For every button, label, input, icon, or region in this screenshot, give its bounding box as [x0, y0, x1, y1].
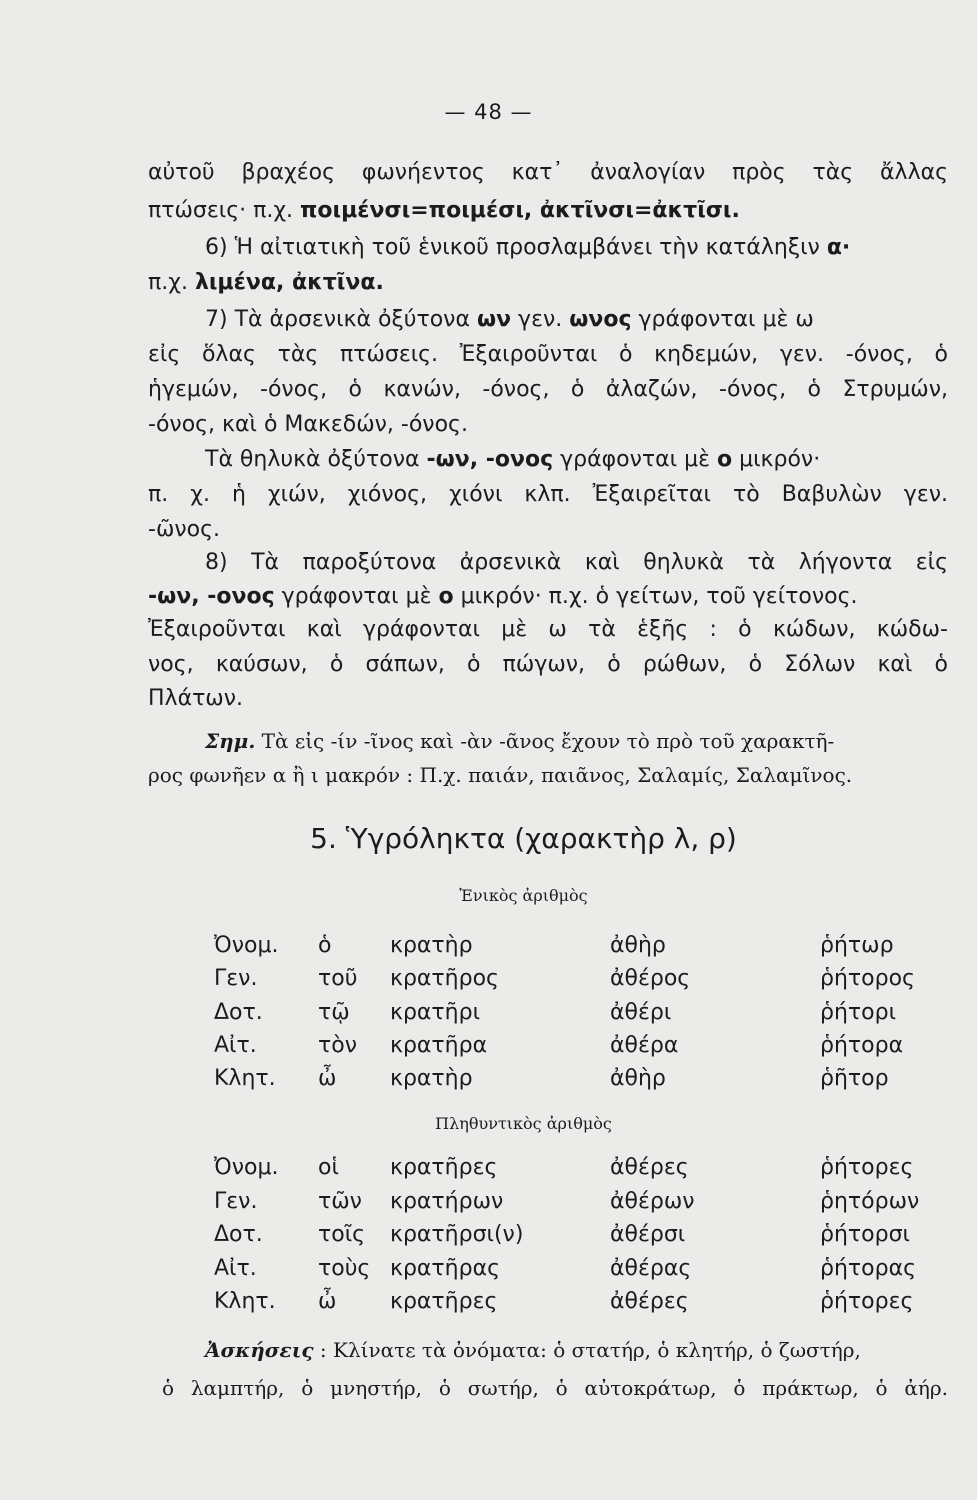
- table-row: [0, 966, 977, 996]
- case-label: Κλητ.: [214, 1289, 276, 1314]
- exercises-label: Ἀσκήσεις: [205, 1338, 314, 1362]
- case-label: Γεν.: [214, 1189, 258, 1214]
- text-span: μικρόν·: [732, 447, 821, 472]
- ending-bold: -ων, -ονος: [426, 447, 554, 472]
- singular-label: Ἑνικὸς ἀριθμὸς: [459, 886, 588, 905]
- article: τῷ: [318, 1000, 350, 1025]
- plural-label: Πληθυντικὸς ἀριθμὸς: [435, 1114, 612, 1133]
- form-krater: κρατὴρ: [390, 933, 473, 958]
- text-span: Τὰ θηλυκὰ ὀξύτονα: [205, 447, 427, 472]
- ending-bold: ο: [438, 584, 454, 609]
- case-label: Κλητ.: [214, 1066, 276, 1091]
- table-row: [0, 1189, 977, 1219]
- case-label: Δοτ.: [214, 1000, 263, 1025]
- text-line: -ῶνος.: [148, 517, 221, 542]
- text-span: αὐτοῦ βραχέος φωνήεντος κατ᾽ ἀναλογίαν πρὸς τὰς ἄλλας: [148, 160, 948, 185]
- rule-7-line: [205, 305, 948, 335]
- text-span: πτώσεις· π.χ.: [148, 198, 301, 223]
- text-span: γεν.: [511, 307, 570, 332]
- case-label: Ὀνομ.: [214, 933, 279, 958]
- form-rhetor: ῥήτορος: [820, 966, 915, 991]
- form-rhetor: ῥήτορα: [820, 1033, 904, 1058]
- table-row: [0, 1066, 977, 1096]
- form-krater: κρατῆρες: [390, 1155, 498, 1180]
- case-label: Αἰτ.: [214, 1033, 257, 1058]
- text-line: -όνος, καὶ ὁ Μακεδών, -όνος.: [148, 412, 468, 437]
- ending-bold: ωνος: [569, 307, 632, 332]
- example-bold: λιμένα, ἀκτῖνα.: [194, 270, 384, 295]
- form-ather: ἀθέρες: [610, 1289, 689, 1314]
- table-row: [0, 933, 977, 963]
- case-label: Αἰτ.: [214, 1256, 257, 1281]
- text-line: [148, 582, 948, 612]
- form-rhetor: ῥήτορες: [820, 1289, 914, 1314]
- case-label: Δοτ.: [214, 1222, 263, 1247]
- text-span: : Κλίνατε τὰ ὀνόματα: ὁ στατήρ, ὁ κλητήρ, ὁ ζωστήρ,: [313, 1338, 861, 1362]
- ending-bold: ο: [716, 447, 733, 472]
- article: ὦ: [318, 1066, 337, 1091]
- ending-bold: α·: [826, 235, 851, 260]
- form-ather: ἀθέρι: [610, 1000, 672, 1025]
- text-line: ὁ λαμπτήρ, ὁ μνηστήρ, ὁ σωτήρ, ὁ αὐτοκράτωρ, ὁ πράκτωρ, ὁ ἀήρ.: [162, 1376, 948, 1400]
- text-line: εἰς ὅλας τὰς πτώσεις. Ἐξαιροῦνται ὁ κηδεμών, γεν. -όνος, ὁ: [148, 342, 948, 367]
- form-rhetor: ῥήτορι: [820, 1000, 897, 1025]
- text-line: π. χ. ἡ χιών, χιόνος, χιόνι κλπ. Ἐξαιρεῖται τὸ Βαβυλὼν γεν.: [148, 482, 948, 507]
- article: ὁ: [318, 933, 332, 958]
- form-rhetor: ῥῆτορ: [820, 1066, 889, 1091]
- table-row: [0, 1155, 977, 1185]
- text-span: γράφονται μὲ: [553, 447, 717, 472]
- text-line: ρος φωνῆεν α ἢ ι μακρόν : Π.χ. παιάν, παιᾶνος, Σαλαμίς, Σαλαμῖνος.: [148, 763, 853, 787]
- form-ather: ἀθέρων: [610, 1189, 695, 1214]
- article: τοῦ: [318, 966, 358, 991]
- form-rhetor: ῥήτορας: [820, 1256, 916, 1281]
- section-title: 5. Ὑγρόληκτα (χαρακτὴρ λ, ρ): [310, 822, 737, 855]
- form-ather: ἀθὴρ: [610, 933, 666, 958]
- form-ather: ἀθέρα: [610, 1033, 679, 1058]
- form-ather: ἀθέρας: [610, 1256, 692, 1281]
- article: τὸν: [318, 1033, 357, 1058]
- form-krater: κρατήρων: [390, 1189, 504, 1214]
- table-row: [0, 1033, 977, 1063]
- text-span: μικρόν· π.χ. ὁ γείτων, τοῦ γείτονος.: [453, 584, 858, 609]
- rule-6-line: [205, 233, 950, 263]
- article: ὦ: [318, 1289, 337, 1314]
- text-span: γράφονται μὲ ω: [631, 307, 814, 332]
- ending-bold: ων: [476, 307, 512, 332]
- form-krater: κρατὴρ: [390, 1066, 473, 1091]
- form-rhetor: ῥήτορσι: [820, 1222, 910, 1247]
- text-span: Τὰ εἰς -ίν -ῖνος καὶ -ὰν -ᾶνος ἔχουν τὸ πρὸ τοῦ χαρακτῆ-: [255, 729, 835, 753]
- form-krater: κρατῆρος: [390, 966, 499, 991]
- form-rhetor: ῥητόρων: [820, 1189, 920, 1214]
- text-line: νος, καύσων, ὁ σάπων, ὁ πώγων, ὁ ρώθων, ὁ Σόλων καὶ ὁ: [148, 652, 948, 677]
- text-span: π.χ.: [148, 270, 195, 295]
- note-line: [205, 726, 948, 756]
- form-krater: κρατῆρες: [390, 1289, 498, 1314]
- example-bold: ποιμένσι=ποιμέσι, ἀκτῖνσι=ἀκτῖσι.: [300, 198, 740, 223]
- text-line: ἡγεμών, -όνος, ὁ κανών, -όνος, ὁ ἀλαζών, -όνος, ὁ Στρυμών,: [148, 377, 948, 402]
- note-label: Σημ.: [205, 729, 256, 753]
- exercises-line: [205, 1335, 950, 1365]
- form-rhetor: ῥήτορες: [820, 1155, 914, 1180]
- article: οἱ: [318, 1155, 339, 1180]
- text-line: [148, 158, 948, 188]
- text-line: [205, 445, 948, 475]
- text-line: Ἐξαιροῦνται καὶ γράφονται μὲ ω τὰ ἑξῆς : ὁ κώδων, κώδω-: [148, 617, 948, 642]
- text-line: Πλάτων.: [148, 686, 244, 711]
- text-span: 7) Τὰ ἀρσενικὰ ὀξύτονα: [205, 307, 477, 332]
- case-label: Γεν.: [214, 966, 258, 991]
- text-line: [148, 268, 948, 298]
- rule-8-line: 8) Τὰ παροξύτονα ἀρσενικὰ καὶ θηλυκὰ τὰ λήγοντα εἰς: [205, 550, 948, 575]
- table-row: [0, 1000, 977, 1030]
- form-krater: κρατῆρσι(ν): [390, 1222, 524, 1247]
- form-krater: κρατῆρα: [390, 1033, 488, 1058]
- article: τοῖς: [318, 1222, 366, 1247]
- form-ather: ἀθὴρ: [610, 1066, 666, 1091]
- text-span: γράφονται μὲ: [274, 584, 439, 609]
- text-line: [148, 196, 948, 226]
- form-krater: κρατῆρι: [390, 1000, 481, 1025]
- table-row: [0, 1222, 977, 1252]
- table-row: [0, 1289, 977, 1319]
- text-span: 6) Ἡ αἰτιατικὴ τοῦ ἑνικοῦ προσλαμβάνει τὴν κατάληξιν: [205, 235, 827, 260]
- form-ather: ἀθέρες: [610, 1155, 689, 1180]
- form-rhetor: ῥήτωρ: [820, 933, 894, 958]
- table-row: [0, 1256, 977, 1286]
- form-ather: ἀθέρσι: [610, 1222, 686, 1247]
- article: τοὺς: [318, 1256, 371, 1281]
- case-label: Ὀνομ.: [214, 1155, 279, 1180]
- page-number: — 48 —: [444, 100, 533, 124]
- article: τῶν: [318, 1189, 362, 1214]
- form-ather: ἀθέρος: [610, 966, 691, 991]
- form-krater: κρατῆρας: [390, 1256, 500, 1281]
- ending-bold: -ων, -ονος: [148, 584, 275, 609]
